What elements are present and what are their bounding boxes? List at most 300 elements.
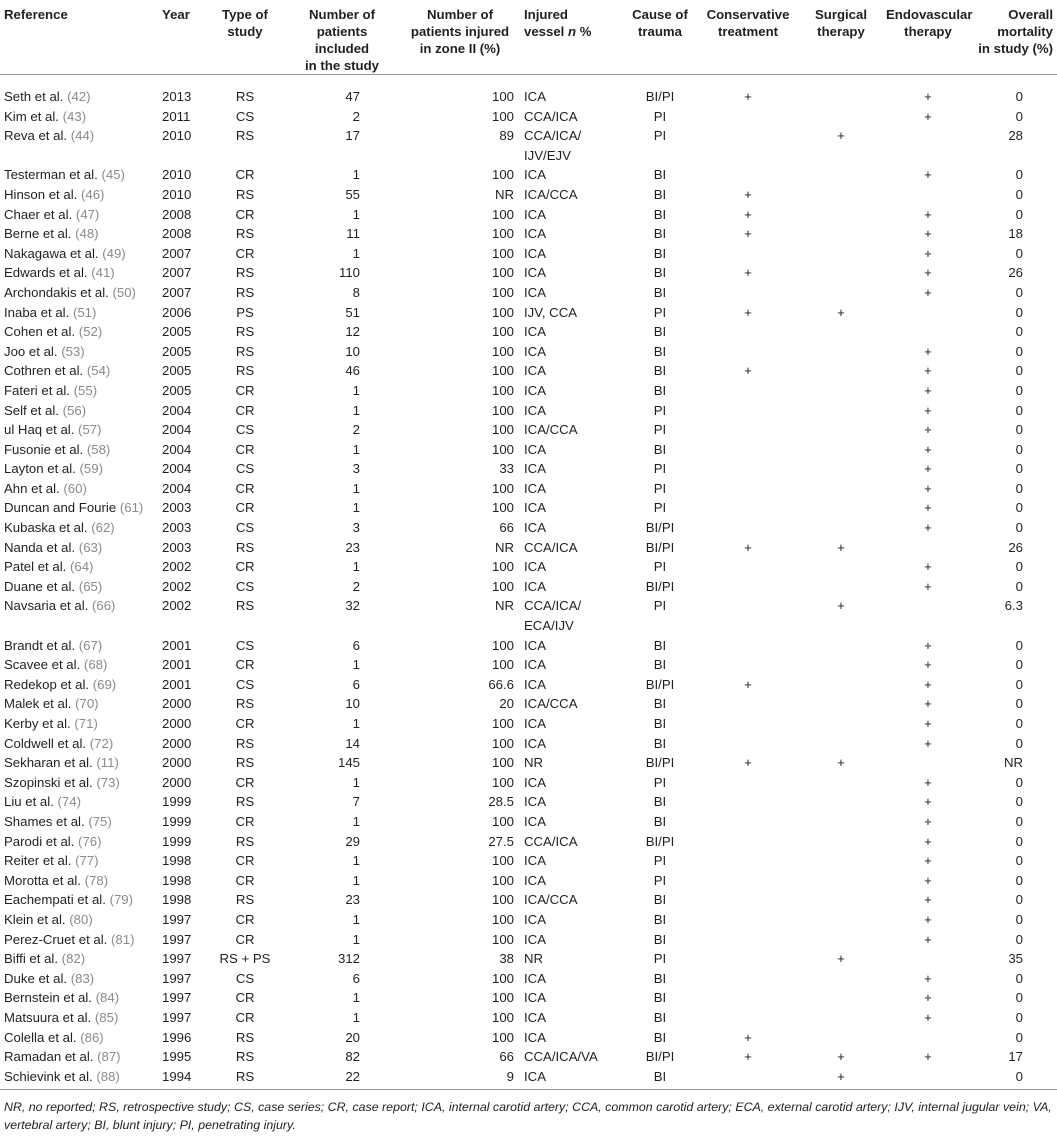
- header-patients-zone: Number of patients injured in zone II (%): [400, 0, 520, 75]
- cell-patients-zone: 100: [491, 500, 514, 516]
- cell-conservative: +: [744, 539, 752, 555]
- cell-year: 2000: [162, 735, 192, 751]
- reference-number[interactable]: (11): [96, 755, 119, 771]
- cell-cause: BI: [653, 911, 667, 927]
- cell-year: 2002: [162, 578, 192, 594]
- reference-number[interactable]: (88): [96, 1068, 120, 1084]
- cell-cause: BI/PI: [645, 833, 675, 849]
- cell-injured-vessel: [520, 812, 624, 832]
- cell-surgical: [800, 518, 882, 538]
- author-name: Bernstein et al.: [4, 990, 92, 1006]
- cell-cause: BI/PI: [645, 676, 675, 692]
- reference-number[interactable]: (51): [72, 304, 97, 320]
- cell-surgical: [800, 283, 882, 303]
- cell-conservative: [696, 322, 800, 342]
- cell-study-type: CR: [235, 245, 255, 261]
- cell-endovascular: +: [924, 696, 932, 712]
- author-name: Malek et al.: [4, 696, 72, 712]
- cell-reference: [0, 734, 158, 754]
- cell-study-type: CR: [235, 813, 255, 829]
- cell-patients-zone: 100: [491, 422, 514, 438]
- cell-reference: [0, 538, 158, 558]
- reference-number[interactable]: (80): [69, 911, 93, 927]
- cell-mortality: 0: [1015, 245, 1023, 261]
- cell-patients-included: 10: [345, 343, 360, 359]
- reference-number[interactable]: (71): [74, 716, 98, 731]
- table-row: [0, 322, 1057, 342]
- cell-year: 2008: [162, 226, 192, 242]
- cell-study-type: CR: [235, 382, 255, 398]
- reference-number[interactable]: (49): [102, 245, 126, 261]
- cell-surgical: [800, 655, 882, 675]
- cell-year: 1999: [162, 833, 192, 849]
- cell-patients-included: 8: [352, 284, 360, 300]
- vessel-line: ICA: [524, 480, 546, 496]
- reference-number[interactable]: (58): [86, 441, 111, 457]
- cell-study-type: RS: [235, 343, 255, 359]
- cell-conservative: [696, 577, 800, 597]
- reference-number[interactable]: (42): [67, 89, 91, 104]
- cell-study-type: CS: [235, 578, 255, 594]
- table-row: [0, 596, 1057, 635]
- cell-conservative: [696, 165, 800, 185]
- cell-patients-included: 12: [345, 324, 360, 340]
- reference-number[interactable]: (83): [70, 970, 95, 986]
- cell-endovascular: +: [924, 402, 932, 418]
- cell-conservative: [696, 479, 800, 499]
- cell-surgical: +: [837, 128, 845, 144]
- table-footnote: NR, no reported; RS, retrospective study; CS, case series; CR, case report; ICA, internal carotid artery; CCA, common carotid artery; ECA, external carotid artery; IJV, internal jugular vein; VA, vertebral artery; BI, blunt injury; PI, penetrating injury.: [4, 1100, 1052, 1133]
- cell-injured-vessel: [520, 832, 624, 852]
- table-row: [0, 75, 1057, 107]
- cell-year: 2005: [162, 363, 192, 379]
- cell-patients-zone: 100: [491, 970, 514, 986]
- cell-endovascular: [882, 596, 974, 635]
- reference-number[interactable]: (47): [75, 206, 100, 222]
- reference-number[interactable]: (41): [91, 265, 115, 281]
- reference-number[interactable]: (53): [61, 343, 85, 359]
- cell-mortality: 0: [1015, 911, 1023, 927]
- cell-year: 2005: [162, 324, 192, 340]
- cell-patients-included: 6: [352, 676, 360, 692]
- cell-mortality: 18: [1008, 226, 1023, 242]
- cell-patients-zone: 100: [491, 853, 514, 869]
- cell-conservative: [696, 969, 800, 989]
- cell-conservative: [696, 401, 800, 421]
- vessel-line: ICA: [524, 382, 546, 398]
- author-name: Duke et al.: [4, 970, 68, 986]
- cell-patients-included: 1: [352, 990, 360, 1006]
- vessel-line: ICA: [524, 911, 546, 927]
- vessel-line: ICA: [524, 284, 546, 300]
- reference-number[interactable]: (73): [96, 774, 120, 790]
- table-row: [0, 636, 1057, 656]
- cell-year: 1995: [162, 1049, 192, 1065]
- reference-number[interactable]: (85): [94, 1009, 119, 1025]
- vessel-line: ICA: [524, 794, 546, 810]
- cell-study-type: RS: [235, 186, 255, 202]
- reference-number[interactable]: (76): [78, 833, 102, 849]
- cell-conservative: [696, 244, 800, 264]
- cell-reference: [0, 459, 158, 479]
- vessel-line: CCA/ICA: [524, 539, 578, 555]
- cell-conservative: [696, 498, 800, 518]
- cell-conservative: +: [744, 186, 752, 202]
- cell-endovascular: [882, 753, 974, 773]
- cell-study-type: RS: [235, 598, 255, 614]
- cell-study-type: RS: [235, 794, 255, 810]
- cell-endovascular: +: [924, 343, 932, 359]
- reference-number[interactable]: (78): [84, 872, 109, 888]
- cell-endovascular: +: [924, 872, 932, 888]
- cell-reference: [0, 851, 158, 871]
- reference-number[interactable]: (50): [112, 284, 136, 300]
- reference-number[interactable]: (86): [80, 1029, 104, 1045]
- cell-patients-zone: 100: [491, 89, 514, 104]
- reference-number[interactable]: (66): [91, 598, 116, 614]
- cell-reference: [0, 714, 158, 734]
- reference-number[interactable]: (48): [75, 226, 99, 242]
- cell-injured-vessel: [520, 969, 624, 989]
- cell-study-type: RS: [235, 755, 255, 771]
- author-name: Szopinski et al.: [4, 774, 93, 790]
- cell-endovascular: +: [924, 578, 932, 594]
- cell-study-type: RS: [235, 539, 255, 555]
- cell-cause: BI/PI: [645, 578, 675, 594]
- cell-endovascular: +: [924, 245, 932, 261]
- cell-patients-zone: 100: [491, 911, 514, 927]
- cell-injured-vessel: [520, 361, 624, 381]
- cell-endovascular: +: [924, 892, 932, 908]
- cell-surgical: [800, 205, 882, 225]
- cell-conservative: [696, 988, 800, 1008]
- reference-number[interactable]: (45): [101, 167, 125, 183]
- cell-injured-vessel: [520, 401, 624, 421]
- cell-injured-vessel: [520, 538, 624, 558]
- cell-patients-zone: 100: [491, 872, 514, 888]
- cell-injured-vessel: [520, 322, 624, 342]
- cell-patients-included: 1: [352, 559, 360, 575]
- author-name: Schievink et al.: [4, 1068, 93, 1084]
- reference-number[interactable]: (72): [89, 735, 114, 751]
- cell-patients-zone: 100: [491, 637, 514, 653]
- cell-study-type: CS: [235, 520, 255, 536]
- cell-year: 2004: [162, 461, 192, 477]
- reference-number[interactable]: (75): [88, 813, 112, 829]
- cell-year: 2006: [162, 304, 192, 320]
- cell-surgical: [800, 675, 882, 695]
- cell-mortality: 0: [1015, 794, 1023, 810]
- cell-patients-included: 110: [338, 265, 360, 281]
- vessel-line: ICA/CCA: [524, 186, 578, 202]
- cell-surgical: [800, 812, 882, 832]
- cell-cause: BI: [653, 1068, 667, 1084]
- cell-patients-included: 1: [352, 480, 360, 496]
- cell-patients-zone: 100: [491, 167, 514, 183]
- cell-patients-included: 1: [352, 167, 360, 183]
- cell-patients-included: 1: [352, 500, 360, 516]
- reference-number[interactable]: (62): [91, 520, 115, 536]
- reference-number[interactable]: (81): [111, 931, 135, 947]
- cell-injured-vessel: [520, 479, 624, 499]
- reference-number[interactable]: (60): [63, 480, 87, 496]
- reference-number[interactable]: (52): [78, 324, 103, 340]
- cell-injured-vessel: [520, 1008, 624, 1028]
- cell-year: 1997: [162, 951, 192, 967]
- cell-study-type: CR: [235, 716, 255, 731]
- cell-surgical: [800, 244, 882, 264]
- cell-reference: [0, 1067, 158, 1087]
- reference-number[interactable]: (63): [78, 539, 103, 555]
- cell-surgical: [800, 322, 882, 342]
- cell-patients-included: 6: [352, 637, 360, 653]
- reference-number[interactable]: (84): [95, 990, 120, 1006]
- table-row: [0, 1028, 1057, 1048]
- reference-number[interactable]: (68): [83, 657, 108, 673]
- cell-patients-zone: 100: [491, 813, 514, 829]
- reference-number[interactable]: (57): [78, 422, 102, 438]
- vessel-line: ICA: [524, 813, 546, 829]
- cell-cause: BI: [653, 931, 667, 947]
- cell-cause: PI: [653, 598, 667, 614]
- table-row: [0, 361, 1057, 381]
- cell-mortality: 0: [1015, 382, 1023, 398]
- reference-number[interactable]: (67): [78, 637, 103, 653]
- cell-cause: BI: [653, 265, 667, 281]
- cell-cause: BI: [653, 382, 667, 398]
- author-name: Kim et al.: [4, 108, 59, 124]
- cell-reference: [0, 792, 158, 812]
- cell-year: 1997: [162, 911, 192, 927]
- cell-patients-included: 1: [352, 716, 360, 731]
- vessel-line: ICA: [524, 716, 546, 731]
- reference-number[interactable]: (54): [86, 363, 111, 379]
- reference-number[interactable]: (61): [119, 500, 144, 516]
- cell-cause: BI/PI: [645, 89, 675, 104]
- reference-number[interactable]: (79): [109, 892, 134, 908]
- reference-number[interactable]: (64): [69, 559, 94, 575]
- reference-number[interactable]: (59): [79, 461, 103, 477]
- cell-cause: PI: [653, 853, 667, 869]
- cell-patients-zone: 100: [491, 343, 514, 359]
- cell-surgical: [800, 498, 882, 518]
- reference-number[interactable]: (46): [80, 186, 105, 202]
- cell-cause: BI: [653, 990, 667, 1006]
- cell-endovascular: +: [924, 676, 932, 692]
- cell-reference: [0, 75, 158, 107]
- cell-study-type: CR: [235, 441, 255, 457]
- cell-injured-vessel: [520, 949, 624, 969]
- cell-endovascular: +: [924, 833, 932, 849]
- cell-study-type: CR: [235, 402, 255, 418]
- table-row: [0, 303, 1057, 323]
- cell-study-type: CR: [235, 911, 255, 927]
- table-row: [0, 420, 1057, 440]
- cell-year: 2002: [162, 598, 192, 614]
- author-name: Self et al.: [4, 402, 59, 418]
- cell-year: 2000: [162, 755, 192, 771]
- cell-patients-included: 46: [345, 363, 360, 379]
- cell-patients-zone: 100: [491, 108, 514, 124]
- cell-cause: PI: [653, 304, 667, 320]
- cell-year: 1996: [162, 1029, 192, 1045]
- cell-cause: PI: [653, 559, 667, 575]
- cell-endovascular: +: [924, 480, 932, 496]
- reference-number[interactable]: (87): [97, 1049, 121, 1065]
- cell-injured-vessel: [520, 518, 624, 538]
- table-row: [0, 479, 1057, 499]
- vessel-line: ICA: [524, 931, 546, 947]
- cell-reference: [0, 890, 158, 910]
- table-row: [0, 107, 1057, 127]
- reference-number[interactable]: (69): [92, 676, 117, 692]
- cell-injured-vessel: [520, 596, 624, 635]
- author-name: Duane et al.: [4, 578, 76, 594]
- reference-number[interactable]: (77): [75, 853, 99, 869]
- cell-year: 1998: [162, 853, 192, 869]
- reference-number[interactable]: (65): [78, 578, 103, 594]
- cell-conservative: +: [744, 1029, 752, 1045]
- cell-cause: BI: [653, 696, 667, 712]
- table-row: [0, 126, 1057, 165]
- cell-year: 2008: [162, 206, 192, 222]
- cell-year: 2001: [162, 657, 192, 673]
- cell-surgical: [800, 890, 882, 910]
- author-name: Patel et al.: [4, 559, 67, 575]
- table-row: [0, 753, 1057, 773]
- cell-study-type: CS: [235, 637, 255, 653]
- reference-number[interactable]: (70): [75, 696, 99, 712]
- cell-injured-vessel: [520, 1028, 624, 1048]
- cell-mortality: 0: [1015, 774, 1023, 790]
- cell-mortality: 0: [1015, 637, 1023, 653]
- cell-patients-zone: 9: [506, 1068, 514, 1084]
- cell-mortality: 0: [1015, 520, 1023, 536]
- cell-endovascular: +: [924, 1009, 932, 1025]
- reference-number[interactable]: (82): [61, 951, 86, 967]
- cell-patients-included: 47: [345, 89, 360, 104]
- cell-endovascular: +: [924, 716, 932, 731]
- vessel-line: ICA: [524, 853, 546, 869]
- cell-year: 2005: [162, 382, 192, 398]
- cell-reference: [0, 440, 158, 460]
- cell-reference: [0, 1047, 158, 1067]
- cell-patients-included: 6: [352, 970, 360, 986]
- table-row: [0, 224, 1057, 244]
- vessel-line: ICA: [524, 1009, 546, 1025]
- cell-year: 2000: [162, 774, 192, 790]
- cell-cause: BI: [653, 363, 667, 379]
- table-row: [0, 185, 1057, 205]
- cell-surgical: [800, 165, 882, 185]
- reference-number[interactable]: (56): [62, 402, 87, 418]
- reference-number[interactable]: (44): [70, 128, 95, 144]
- cell-year: 1998: [162, 892, 192, 908]
- cell-study-type: RS: [235, 1068, 255, 1084]
- author-name: Inaba et al.: [4, 304, 70, 320]
- cell-patients-included: 1: [352, 657, 360, 673]
- cell-endovascular: [882, 949, 974, 969]
- vessel-line: ICA: [524, 1068, 546, 1084]
- cell-reference: [0, 165, 158, 185]
- cell-patients-included: 29: [345, 833, 360, 849]
- author-name: Kubaska et al.: [4, 520, 88, 536]
- cell-study-type: CR: [235, 990, 255, 1006]
- cell-endovascular: +: [924, 284, 932, 300]
- cell-endovascular: +: [924, 226, 932, 242]
- cell-year: 1999: [162, 794, 192, 810]
- cell-year: 2007: [162, 245, 192, 261]
- cell-year: 2005: [162, 343, 192, 359]
- author-name: Reva et al.: [4, 128, 68, 144]
- cell-cause: BI/PI: [645, 539, 675, 555]
- cell-surgical: [800, 185, 882, 205]
- cell-surgical: [800, 734, 882, 754]
- author-name: Parodi et al.: [4, 833, 75, 849]
- cell-reference: [0, 596, 158, 635]
- vessel-line: ICA: [524, 441, 546, 457]
- cell-surgical: [800, 988, 882, 1008]
- cell-injured-vessel: [520, 107, 624, 127]
- cell-mortality: 0: [1015, 853, 1023, 869]
- table-row: [0, 577, 1057, 597]
- header-conservative: Conservative treatment: [696, 0, 800, 75]
- cell-conservative: [696, 636, 800, 656]
- table-row: [0, 538, 1057, 558]
- cell-patients-zone: 100: [491, 774, 514, 790]
- vessel-line: ICA: [524, 245, 546, 261]
- cell-study-type: CS: [235, 422, 255, 438]
- author-name: Nakagawa et al.: [4, 245, 99, 261]
- vessel-line: ICA: [524, 167, 546, 183]
- cell-conservative: +: [744, 226, 752, 242]
- cell-year: 1997: [162, 990, 192, 1006]
- cell-study-type: PS: [236, 304, 254, 320]
- cell-patients-included: 55: [345, 186, 360, 202]
- cell-surgical: [800, 75, 882, 107]
- cell-patients-included: 1: [352, 911, 360, 927]
- table-row: [0, 205, 1057, 225]
- author-name: Layton et al.: [4, 461, 76, 477]
- cell-reference: [0, 185, 158, 205]
- cell-year: 2004: [162, 402, 192, 418]
- cell-patients-zone: 100: [491, 226, 514, 242]
- reference-number[interactable]: (55): [73, 382, 98, 398]
- cell-surgical: [800, 577, 882, 597]
- cell-injured-vessel: [520, 792, 624, 812]
- cell-conservative: [696, 557, 800, 577]
- cell-year: 2007: [162, 265, 192, 281]
- cell-year: 1997: [162, 931, 192, 947]
- reference-number[interactable]: (43): [62, 108, 87, 124]
- cell-surgical: [800, 1028, 882, 1048]
- author-name: Redekop et al.: [4, 676, 90, 692]
- vessel-line: ICA: [524, 735, 546, 751]
- cell-reference: [0, 636, 158, 656]
- author-name: Edwards et al.: [4, 265, 88, 281]
- reference-number[interactable]: (74): [57, 794, 81, 810]
- cell-year: 2010: [162, 167, 192, 183]
- cell-cause: BI: [653, 206, 667, 222]
- cell-study-type: CR: [235, 559, 255, 575]
- cell-conservative: [696, 694, 800, 714]
- vessel-line: ICA/CCA: [524, 422, 578, 438]
- cell-reference: [0, 930, 158, 950]
- cell-conservative: [696, 440, 800, 460]
- vessel-line: ICA: [524, 363, 546, 379]
- cell-year: 1999: [162, 813, 192, 829]
- vessel-line: ICA: [524, 343, 546, 359]
